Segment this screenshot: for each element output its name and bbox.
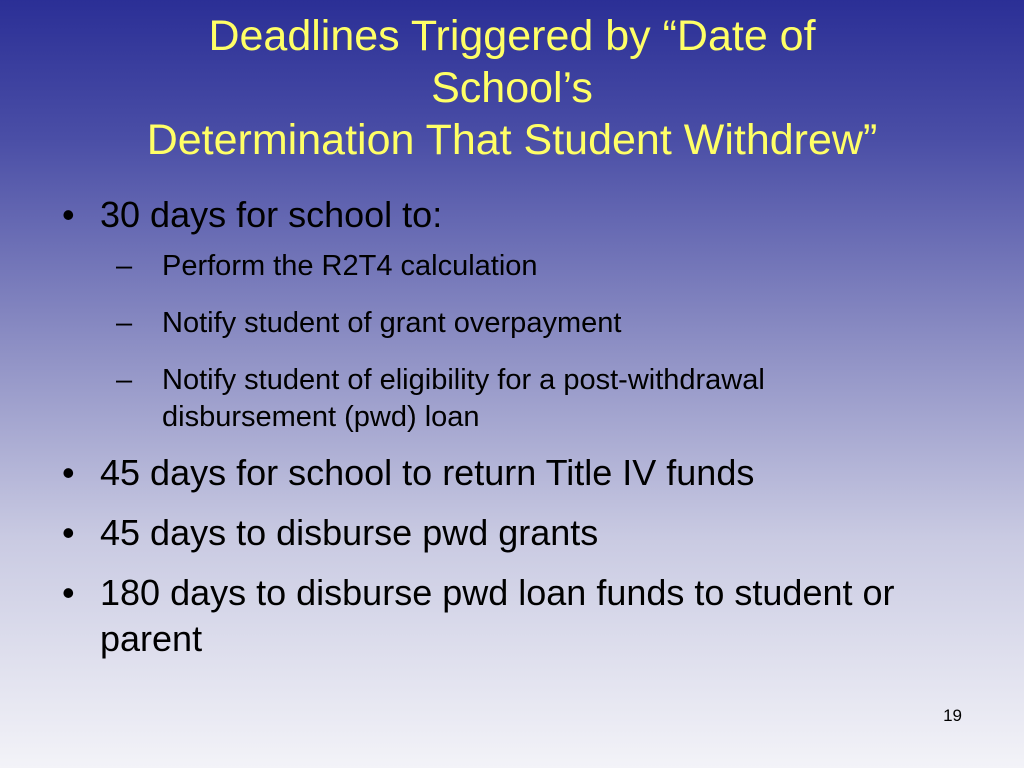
- bullet-text: 45 days to disburse pwd grants: [100, 512, 599, 553]
- slide-title-line-3: Determination That Student Withdrew”: [146, 116, 878, 164]
- bullet-marker: •: [62, 512, 75, 553]
- sub-bullet-item: [116, 305, 962, 342]
- sub-bullet-text: Notify student of eligibility for a post-withdrawal disbursement (pwd) loan: [162, 364, 765, 433]
- slide-title-line-2: School’s: [431, 64, 593, 112]
- sub-bullet-text: Perform the R2T4 calculation: [162, 250, 538, 282]
- bullet-list: [62, 192, 962, 662]
- dash-marker: –: [116, 364, 133, 396]
- sub-bullet-text: Notify student of grant overpayment: [162, 307, 622, 339]
- bullet-text: 45 days for school to return Title IV funds: [100, 452, 755, 493]
- sub-bullet-list: [62, 248, 962, 436]
- slide-title: [40, 10, 984, 166]
- bullet-marker: •: [62, 572, 75, 613]
- slide-number: 19: [943, 706, 962, 725]
- slide-title-line-1: Deadlines Triggered by “Date of: [208, 12, 816, 60]
- bullet-text: 180 days to disburse pwd loan funds to student or parent: [100, 572, 895, 659]
- dash-marker: –: [116, 307, 133, 339]
- bullet-text: 30 days for school to:: [100, 194, 443, 235]
- dash-marker: –: [116, 250, 133, 282]
- bullet-item: [62, 450, 962, 496]
- bullet-item: [62, 192, 962, 436]
- bullet-marker: •: [62, 194, 75, 235]
- bullet-marker: •: [62, 452, 75, 493]
- sub-bullet-item: [116, 362, 822, 436]
- bullet-item: [62, 510, 962, 556]
- bullet-item: [62, 570, 920, 662]
- sub-bullet-item: [116, 248, 962, 285]
